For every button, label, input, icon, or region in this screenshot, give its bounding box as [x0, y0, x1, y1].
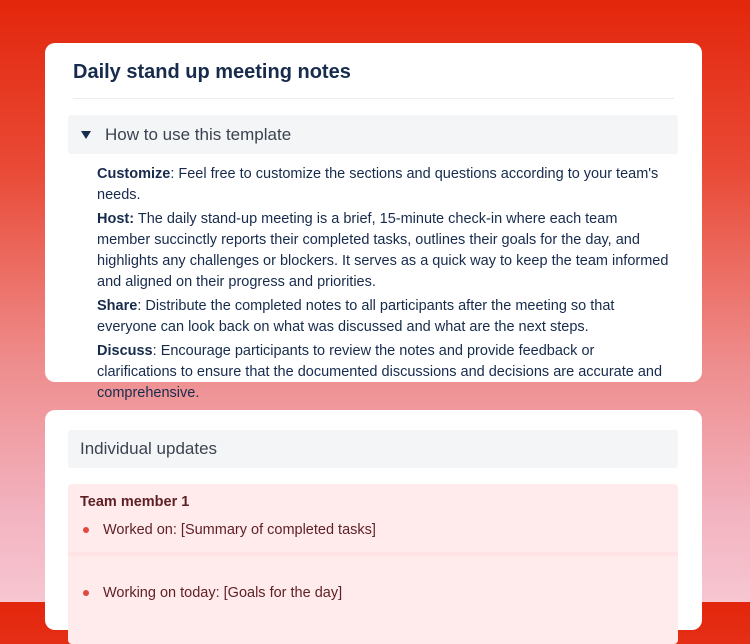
instructions-list — [97, 164, 672, 407]
how-to-use-expand-toggle[interactable] — [68, 115, 678, 154]
bullet-dot-icon — [83, 590, 89, 596]
instruction-label: Customize — [97, 166, 171, 182]
individual-updates-header — [68, 430, 678, 468]
triangle-down-icon[interactable] — [81, 131, 91, 139]
list-item[interactable] — [68, 577, 678, 609]
instruction-text: Distribute the completed notes to all participants after the meeting so that everyone can look back on what was discussed and what are the next steps. — [97, 298, 615, 335]
instruction-share: Share: Distribute the completed notes to all participants after the meeting so that everyone can look back on what was discussed and what are the next steps. — [97, 298, 615, 335]
team-member-name: Team member 1 — [80, 494, 190, 510]
bullet-text[interactable]: Worked on: [Summary of completed tasks] — [103, 522, 376, 538]
instruction-discuss: Discuss: Encourage participants to review the notes and provide feedback or clarifications to ensure that the documented discussions and decisions are accurate and comprehensive. — [97, 343, 663, 401]
instruction-text: The daily stand-up meeting is a brief, 15-minute check-in where each team member succinctly reports their completed tasks, outlines their goals for the day, and highlights any challenges or blockers. It serves as a quick way to keep the team informed and aligned on their progress and priorities. — [97, 211, 669, 290]
instruction-label: Share — [97, 298, 138, 314]
instruction-label: Discuss — [97, 343, 153, 359]
instruction-label: Host: — [97, 211, 135, 227]
instruction-text: Feel free to customize the sections and questions according to your team's needs. — [97, 166, 659, 203]
section-title: Individual updates — [80, 439, 218, 458]
instruction-text: Encourage participants to review the notes and provide feedback or clarifications to ensure that the documented discussions and decisions are accurate and comprehensive. — [97, 343, 663, 401]
expand-title: How to use this template — [105, 124, 292, 144]
instruction-host — [97, 209, 672, 293]
instruction-customize: Customize: Feel free to customize the sections and questions according to your team's needs. — [97, 166, 659, 203]
team-member-panel — [68, 484, 678, 644]
title-divider — [73, 98, 674, 99]
individual-updates-card — [45, 410, 702, 630]
row-divider — [68, 554, 678, 556]
list-item[interactable] — [68, 514, 678, 546]
template-instructions-card — [45, 43, 702, 401]
page-title: Daily stand up meeting notes — [73, 61, 351, 83]
bullet-dot-icon — [83, 527, 89, 533]
bullet-text[interactable]: Working on today: [Goals for the day] — [103, 585, 343, 601]
